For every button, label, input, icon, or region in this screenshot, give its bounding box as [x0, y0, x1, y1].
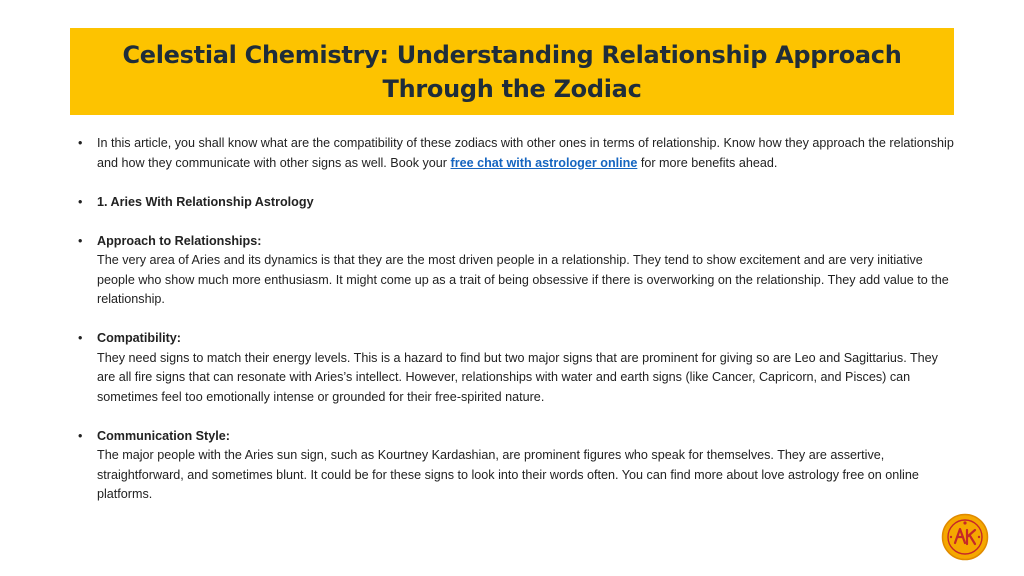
astrologer-chat-link[interactable]: free chat with astrologer online [450, 155, 638, 170]
page-title: Celestial Chemistry: Understanding Relationship Approach Through the Zodiac [122, 40, 902, 103]
approach-heading: Approach to Relationships: [97, 233, 262, 248]
bullet-icon: • [78, 194, 83, 209]
bullet-icon: • [78, 233, 83, 248]
approach-text: The very area of Aries and its dynamics is that they are the most driven people in a relationship. They tend to show excitement and are very initiative people who show much more enthusiasm. It might come up as a trait of being obsessive if there is overworking on the relationship. They add value to the relationship. [97, 253, 949, 306]
content-list [78, 134, 958, 524]
list-item-intro [78, 134, 958, 173]
intro-text-before-link: In this article, you shall know what are the compatibility of these zodiacs with other ones in terms of relationship. Know how they approach the relationship and how they communicate with other signs as well. Book your [97, 136, 954, 170]
bullet-icon: • [78, 136, 83, 150]
title-bar [70, 28, 954, 115]
compatibility-heading: Compatibility: [97, 331, 181, 345]
list-item-approach [78, 232, 958, 310]
section-title: 1. Aries With Relationship Astrology [97, 194, 314, 209]
bullet-icon: • [78, 331, 83, 345]
communication-text: The major people with the Aries sun sign, such as Kourtney Kardashian, are prominent figures who speak for themselves. They are assertive, straightforward, and sometimes blunt. It could be for these signs to look into their words often. You can find more about love astrology free on online platforms. [97, 448, 919, 501]
compatibility-text: They need signs to match their energy levels. This is a hazard to find but two major signs that are prominent for giving so are Leo and Sagittarius. They are all fire signs that can resonate with Aries’s intellect. However, relationships with water and earth signs (like Cancer, Capricorn, and Pisces) can sometimes feel too emotionally intense or grounded for their free-spirited nature. [97, 350, 938, 404]
astrology-brand-logo-icon [941, 513, 989, 561]
list-item-section-title [78, 193, 958, 213]
list-item-compatibility [78, 329, 958, 407]
list-item-communication [78, 427, 958, 505]
bullet-icon: • [78, 428, 83, 443]
communication-heading: Communication Style: [97, 428, 230, 443]
intro-text-after-link: for more benefits ahead. [637, 155, 778, 170]
